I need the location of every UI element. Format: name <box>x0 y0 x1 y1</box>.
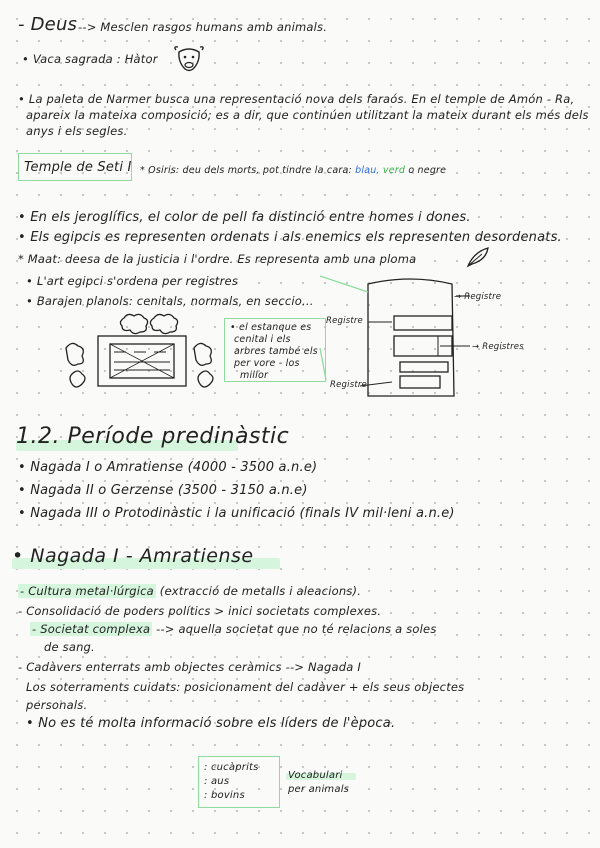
societat-highlight: - Societat complexa <box>32 622 151 636</box>
vocab-item-1: : cucàprits <box>204 762 259 773</box>
maat-line: * Maat: deesa de la justicia i l'ordre. Es representa amb una ploma <box>18 252 417 266</box>
registres-line: • L'art egipci s'ordena per registres <box>26 274 239 288</box>
estanque-line-2: cenital i els <box>234 334 291 345</box>
cow-head-icon <box>172 44 206 74</box>
jeroglifics-line: • En els jeroglífics, el color de pell fa distinció entre homes i dones. <box>18 210 471 225</box>
metal-line: - Cultura metal·lúrgica (extracció de metalls i aleacions). <box>20 584 362 598</box>
narmer-line-2: apareix la mateixa composició; es a dir, que continúen utilitzant la mateix durant els més dels <box>26 108 589 122</box>
section-1-2-title: 1.2. Període predinàstic <box>16 424 290 449</box>
registre-label-left-2: Registre <box>330 380 367 390</box>
poders-line: - Consolidació de poders polítics > inici societats complexes. <box>18 604 382 618</box>
cadavers-line: - Cadàvers enterrats amb objectes ceràmics --> Nagada I <box>18 660 361 674</box>
metal-highlight: - Cultura metal·lúrgica <box>20 584 154 598</box>
nagada-section-title: • Nagada I - Amratiense <box>12 545 254 567</box>
estanque-line-1: • el estanque es <box>230 322 312 333</box>
estanque-line-5: millor <box>240 370 269 381</box>
no-info-line: • No es té molta informació sobre els líders de l'època. <box>26 716 396 731</box>
nagada-1-item: • Nagada I o Amratiense (4000 - 3500 a.n.e) <box>18 460 318 475</box>
osiris-note: * Osiris: deu dels morts, pot tindre la cara: blau, verd o negre <box>140 165 447 176</box>
estanque-line-4: per vore - los <box>234 358 300 369</box>
feather-icon <box>466 246 492 268</box>
vocab-label-1: Vocabulari <box>288 770 343 781</box>
societat-line-2: de sang. <box>44 640 95 654</box>
nagada-3-item: • Nagada III o Protodinàstic i la unificació (finals IV mil·leni a.n.e) <box>18 506 455 521</box>
soterraments-line: Los soterraments cuidats: posicionament del cadàver + els seus objectes <box>26 680 465 694</box>
osiris-color-verd: verd <box>382 165 406 176</box>
registres-label-right: → Registres <box>472 342 524 352</box>
registre-label-left-1: Registre <box>326 316 363 326</box>
vocab-item-3: : bovins <box>204 790 245 801</box>
narmer-line-1: • La paleta de Narmer busca una representació nova dels faraós. En el temple de Amón - Ra, <box>18 92 575 106</box>
vaca-sagrada: • Vaca sagrada : Hàtor <box>22 52 158 66</box>
osiris-color-blau: blau, <box>355 165 380 176</box>
deus-definition: --> Mesclen rasgos humans amb animals. <box>78 20 328 34</box>
societat-line: - Societat complexa --> aquella societat que no té relacions a soles <box>32 622 437 636</box>
vocab-label-2: per animals <box>288 784 350 795</box>
deus-term: - Deus <box>18 14 78 35</box>
temple-seti-label: Temple de Seti I <box>24 160 132 175</box>
registre-label-top-right: → Registre <box>454 292 502 302</box>
egipcis-line: • Els egipcis es representen ordenats i als enemics els representen desordenats. <box>18 230 562 245</box>
estanque-line-3: arbres també els <box>234 346 318 357</box>
planols-line: • Barajen planols: cenitals, normals, en seccio... <box>26 294 314 308</box>
vocab-item-2: : aus <box>204 776 230 787</box>
garden-plan-sketch <box>66 312 216 396</box>
narmer-line-3: anys i els segles. <box>26 124 128 138</box>
nagada-2-item: • Nagada II o Gerzense (3500 - 3150 a.n.e) <box>18 483 308 498</box>
personals-line: personals. <box>26 698 88 712</box>
